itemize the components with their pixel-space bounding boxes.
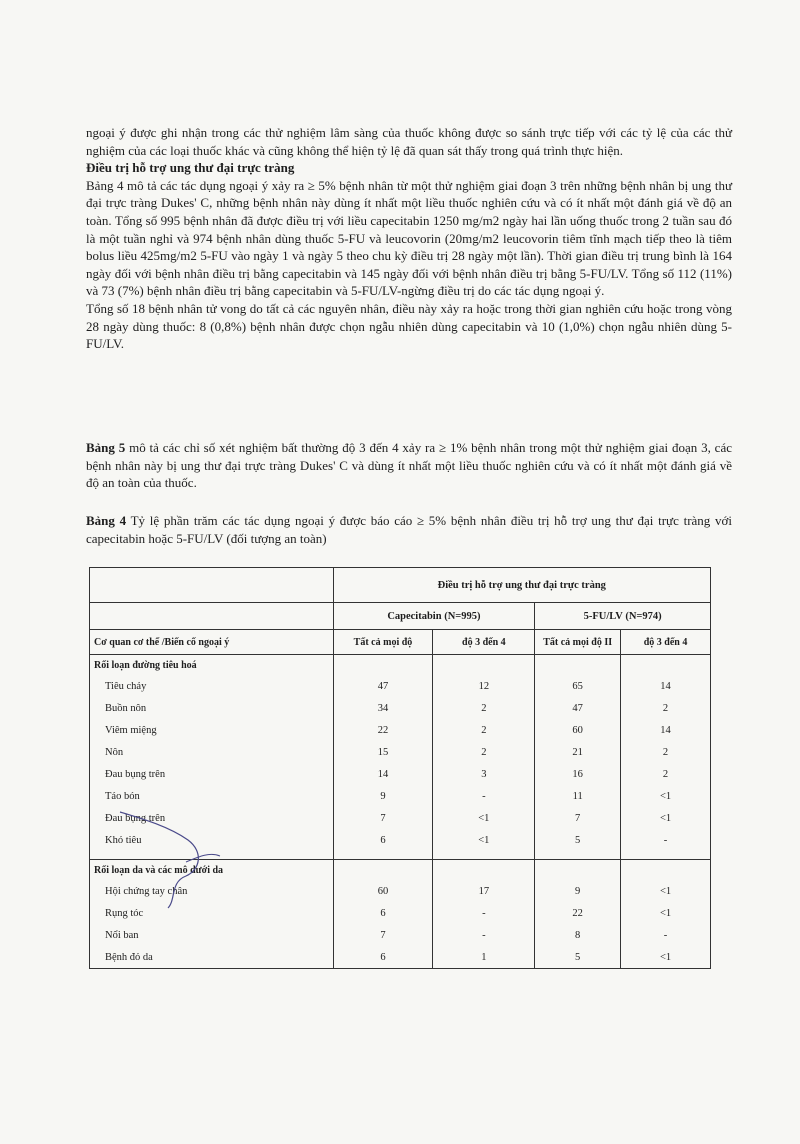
section-paragraph-1: Bảng 4 mô tả các tác dụng ngoại ý xảy ra ≥ 5% bệnh nhân từ một thử nghiệm giai đoạn 3 trên những bệnh nhân bị ung thư đại trực tràng Dukes' C, những bệnh nhân này dùng ít nhất một liều thuốc nghiên cứu và có ít nhất một đánh giá về độ an toàn. Tổng số 995 bệnh nhân đã được điều trị với liều capecitabin 1250 mg/m2 ngày hai lần uống thuốc trong 2 tuần sau đó là một tuần nghỉ và 974 bệnh nhân dùng thuốc 5-FU và leucovorin (20mg/m2 leucovorin tiêm tĩnh mạch tiếp theo là tiêm bolus liều 425mg/m2 5-FU vào ngày 1 và ngày 5 theo chu kỳ điều trị 28 ngày một lần). Thời gian điều trị trung bình là 164 ngày đối với bệnh nhân điều trị bằng capecitabin và 145 ngày đối với bệnh nhân điều trị bằng 5-FU/LV. Tổng số 112 (11%) và 73 (7%) bệnh nhân điều trị bằng capecitabin và 5-FU/LV-ngừng điều trị do các tác dụng ngoại ý. <box>86 177 732 299</box>
empty-header-cell <box>90 568 334 603</box>
col-5fu-all: Tất cả mọi độ II <box>535 630 621 655</box>
row-value: <1 <box>621 880 711 902</box>
col-5fu: 5-FU/LV (N=974) <box>535 603 711 630</box>
row-label: Viêm miệng <box>90 719 334 741</box>
row-value: 8 <box>535 924 621 946</box>
row-value: - <box>433 785 535 807</box>
bang4-text: Tỷ lệ phần trăm các tác dụng ngoại ý được báo cáo ≥ 5% bệnh nhân điều trị hỗ trợ ung thư đại trực tràng với capecitabin hoặc 5-FU/LV (đối tượng an toàn) <box>86 513 732 546</box>
bang4-caption <box>86 512 732 547</box>
row-label: Nổi ban <box>90 924 334 946</box>
row-value: 5 <box>535 829 621 851</box>
row-value: 1 <box>433 946 535 969</box>
row-value: 2 <box>621 697 711 719</box>
col-cap-34: độ 3 đến 4 <box>433 630 535 655</box>
row-value: - <box>621 829 711 851</box>
col-organ: Cơ quan cơ thể /Biến cố ngoại ý <box>90 630 334 655</box>
row-value: - <box>433 924 535 946</box>
row-value: <1 <box>621 785 711 807</box>
row-label: Khó tiêu <box>90 829 334 851</box>
row-label: Bệnh đỏ da <box>90 946 334 969</box>
row-value: 3 <box>433 763 535 785</box>
row-value: <1 <box>621 902 711 924</box>
table-row <box>90 880 711 902</box>
row-value: 16 <box>535 763 621 785</box>
bang4-label: Bảng 4 <box>86 513 127 528</box>
row-value: 22 <box>333 719 433 741</box>
row-label: Buồn nôn <box>90 697 334 719</box>
row-value: 14 <box>621 675 711 697</box>
table-row <box>90 741 711 763</box>
row-value: <1 <box>621 946 711 969</box>
table-row <box>90 697 711 719</box>
bang5-label: Bảng 5 <box>86 440 126 455</box>
bang5-paragraph <box>86 439 732 492</box>
table-row <box>90 763 711 785</box>
row-label: Nôn <box>90 741 334 763</box>
row-value: 6 <box>333 902 433 924</box>
section-paragraph-2: Tổng số 18 bệnh nhân tử vong do tất cả các nguyên nhân, điều này xảy ra hoặc trong thời gian nghiên cứu hoặc trong vòng 28 ngày dùng thuốc: 8 (0,8%) bệnh nhân được chọn ngẫu nhiên dùng capecitabin và 10 (1,0%) chọn ngẫu nhiên dùng 5-FU/LV. <box>86 300 732 352</box>
table-row <box>90 829 711 851</box>
row-value: 60 <box>333 880 433 902</box>
row-value: 15 <box>333 741 433 763</box>
table-header-main: Điều trị hỗ trợ ung thư đại trực tràng <box>333 568 710 603</box>
row-value: 2 <box>433 741 535 763</box>
group-gi: Rối loạn đường tiêu hoá <box>90 655 334 676</box>
table-row <box>90 946 711 969</box>
row-value: <1 <box>433 829 535 851</box>
row-value: 2 <box>621 741 711 763</box>
row-value: 6 <box>333 946 433 969</box>
table-row <box>90 924 711 946</box>
row-value: 7 <box>535 807 621 829</box>
row-value: - <box>621 924 711 946</box>
row-value: 9 <box>333 785 433 807</box>
section-heading: Điều trị hỗ trợ ung thư đại trực tràng <box>86 160 295 176</box>
row-value: 2 <box>433 697 535 719</box>
col-capecitabin: Capecitabin (N=995) <box>333 603 535 630</box>
row-value: 6 <box>333 829 433 851</box>
row-value: <1 <box>433 807 535 829</box>
row-value: 21 <box>535 741 621 763</box>
row-value: 17 <box>433 880 535 902</box>
row-value: 2 <box>621 763 711 785</box>
col-cap-all: Tất cả mọi độ <box>333 630 433 655</box>
intro-paragraph <box>86 124 732 353</box>
row-value: 60 <box>535 719 621 741</box>
row-value: 65 <box>535 675 621 697</box>
table-row <box>90 902 711 924</box>
row-label: Rụng tóc <box>90 902 334 924</box>
table-row <box>90 807 711 829</box>
adverse-events-table <box>89 567 711 969</box>
row-label: Đau bụng trên <box>90 763 334 785</box>
row-value: <1 <box>621 807 711 829</box>
intro-text: ngoại ý được ghi nhận trong các thử nghiệm lâm sàng của thuốc không được so sánh trực tiếp với các tỷ lệ của các thử nghiệm của các loại thuốc khác và cũng không thể hiện tỷ lệ đã quan sát thấy trong quá trình thực hiện. <box>86 125 732 158</box>
row-value: 11 <box>535 785 621 807</box>
table-row <box>90 719 711 741</box>
row-label: Táo bón <box>90 785 334 807</box>
row-value: 22 <box>535 902 621 924</box>
table-row <box>90 675 711 697</box>
row-value: 9 <box>535 880 621 902</box>
row-value: 47 <box>333 675 433 697</box>
row-value: 14 <box>621 719 711 741</box>
row-value: 34 <box>333 697 433 719</box>
row-value: 7 <box>333 924 433 946</box>
row-label: Tiêu chảy <box>90 675 334 697</box>
row-value: 14 <box>333 763 433 785</box>
row-label: Đau bụng trên <box>90 807 334 829</box>
table-row <box>90 785 711 807</box>
col-5fu-34: độ 3 đến 4 <box>621 630 711 655</box>
row-value: 2 <box>433 719 535 741</box>
row-value: 7 <box>333 807 433 829</box>
row-value: - <box>433 902 535 924</box>
bang5-text: mô tả các chỉ số xét nghiệm bất thường độ 3 đến 4 xảy ra ≥ 1% bệnh nhân trong một thử nghiệm giai đoạn 3, các bệnh nhân này bị ung thư đại trực tràng Dukes' C và dùng ít nhất một liều thuốc nghiên cứu và có ít nhất một đánh giá về độ an toàn của thuốc. <box>86 440 732 491</box>
empty-header-cell <box>90 603 334 630</box>
group-skin: Rối loạn da và các mô dưới da <box>90 860 334 881</box>
row-value: 12 <box>433 675 535 697</box>
row-value: 5 <box>535 946 621 969</box>
row-label: Hội chứng tay chân <box>90 880 334 902</box>
row-value: 47 <box>535 697 621 719</box>
